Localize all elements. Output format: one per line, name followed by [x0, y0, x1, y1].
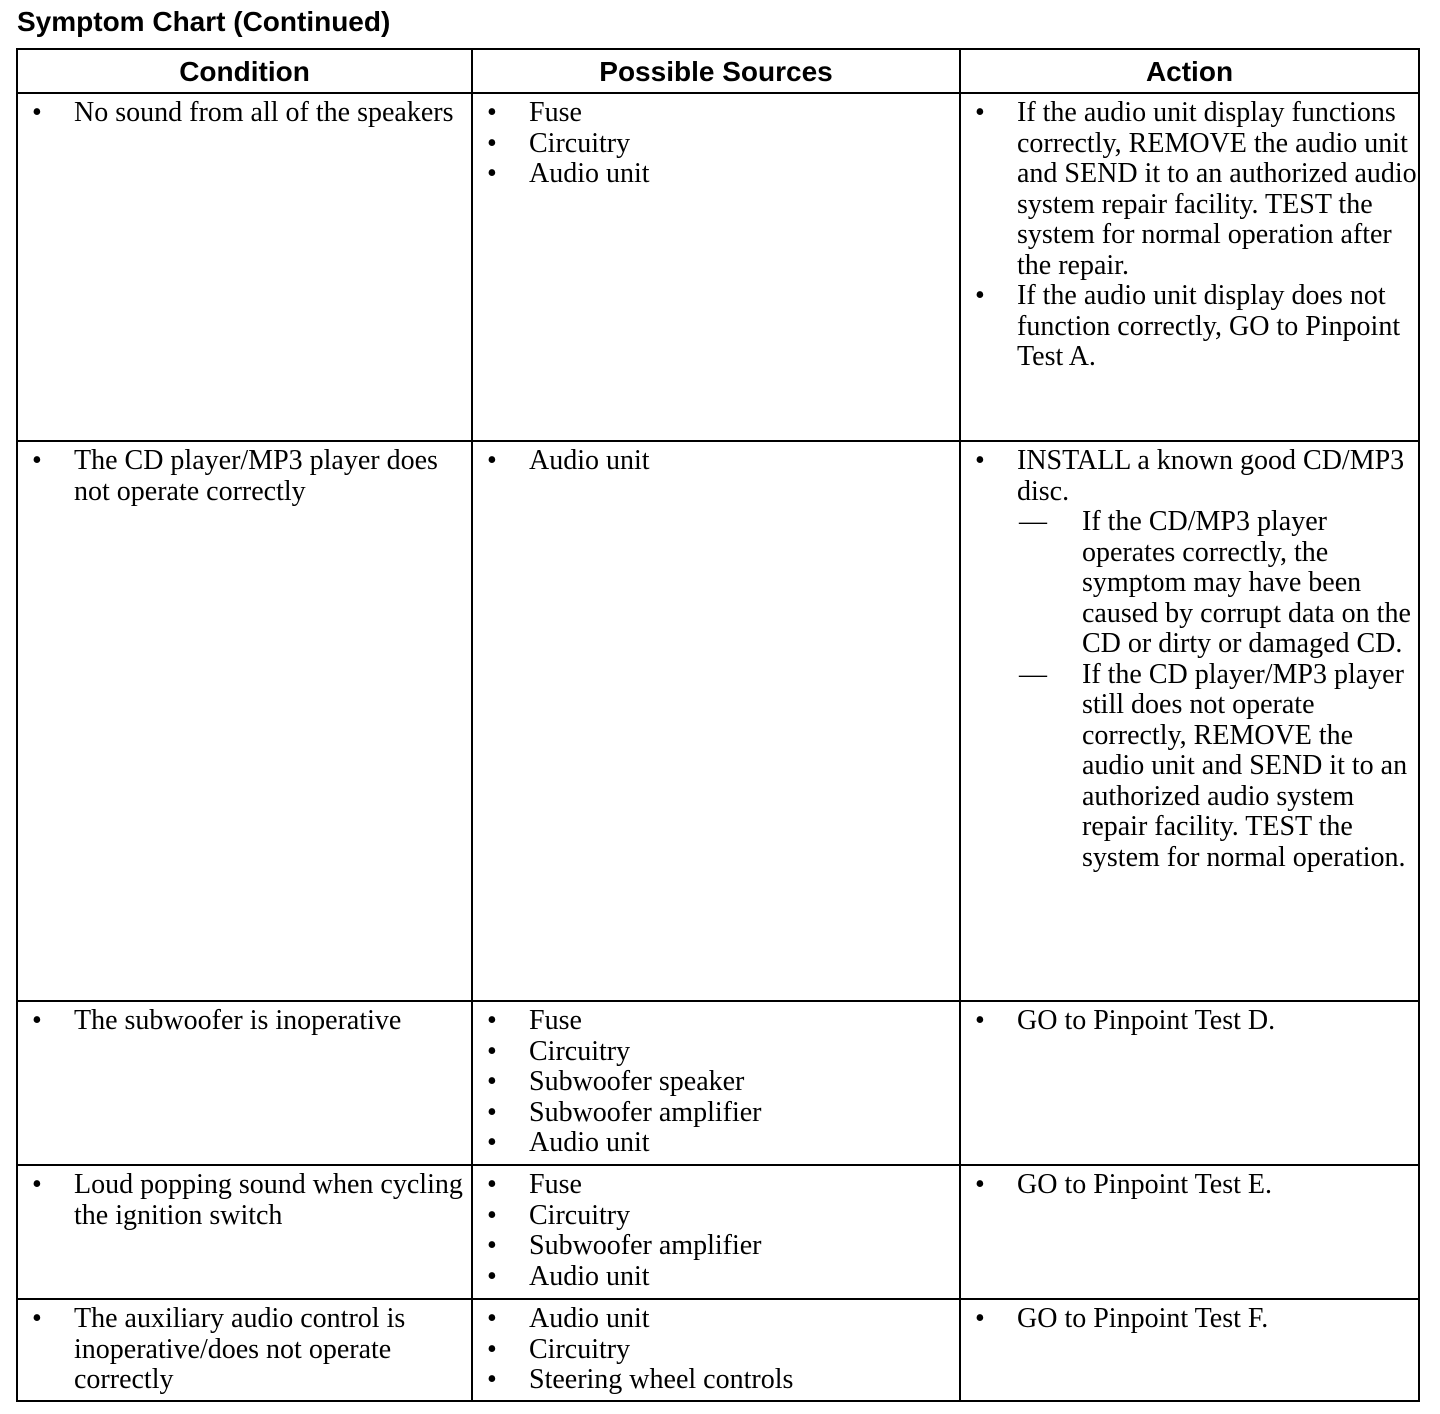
condition-list — [18, 98, 471, 129]
sources-cell — [472, 1165, 960, 1299]
action-list — [961, 1006, 1418, 1037]
condition-cell — [17, 1165, 472, 1299]
sources-cell — [472, 93, 960, 441]
table-row — [17, 93, 1419, 441]
condition-list — [18, 1006, 471, 1037]
header-row — [17, 49, 1419, 93]
sources-list — [473, 1304, 959, 1396]
source-item: • Fuse — [473, 1006, 959, 1037]
action-item: • GO to Pinpoint Test F. — [961, 1304, 1418, 1335]
action-list — [961, 446, 1418, 873]
action-list — [961, 1304, 1418, 1335]
action-cell — [960, 441, 1419, 1001]
source-item: • Subwoofer speaker — [473, 1067, 959, 1098]
action-list — [961, 98, 1418, 373]
action-sub-item: — If the CD player/MP3 player still does not operate correctly, REMOVE the audio unit and SEND it to an authorized audio system repair facility. TEST the system for normal operation. — [1017, 660, 1418, 874]
table-row — [17, 1299, 1419, 1401]
source-item: • Fuse — [473, 98, 959, 129]
action-cell — [960, 93, 1419, 441]
condition-item: • No sound from all of the speakers — [18, 98, 471, 129]
table-row — [17, 1165, 1419, 1299]
action-item: • If the audio unit display functions correctly, REMOVE the audio unit and SEND it to an authorized audio system repair facility. TEST the system for normal operation after the repair. — [961, 98, 1418, 281]
condition-cell — [17, 1001, 472, 1165]
condition-list — [18, 446, 471, 507]
sources-list — [473, 1006, 959, 1159]
sources-list — [473, 1170, 959, 1292]
source-item: • Fuse — [473, 1170, 959, 1201]
source-item: • Audio unit — [473, 446, 959, 477]
action-sub-list — [1017, 507, 1418, 873]
table-row — [17, 441, 1419, 1001]
condition-list — [18, 1170, 471, 1231]
action-item — [961, 446, 1418, 873]
page-title: Symptom Chart (Continued) — [17, 6, 391, 37]
condition-item: • The auxiliary audio control is inoperative/does not operate correctly — [18, 1304, 471, 1396]
action-item-text: INSTALL a known good CD/MP3 disc. — [1017, 445, 1405, 507]
source-item: • Subwoofer amplifier — [473, 1231, 959, 1262]
source-item: • Circuitry — [473, 1201, 959, 1232]
condition-item: • Loud popping sound when cycling the ignition switch — [18, 1170, 471, 1231]
source-item: • Circuitry — [473, 1335, 959, 1366]
source-item: • Audio unit — [473, 1128, 959, 1159]
sources-cell — [472, 1001, 960, 1165]
action-item: • GO to Pinpoint Test D. — [961, 1006, 1418, 1037]
source-item: • Circuitry — [473, 129, 959, 160]
action-item: • GO to Pinpoint Test E. — [961, 1170, 1418, 1201]
column-header-possible-sources: Possible Sources — [472, 49, 960, 93]
sources-cell — [472, 441, 960, 1001]
action-cell — [960, 1001, 1419, 1165]
source-item: • Audio unit — [473, 1262, 959, 1293]
condition-cell — [17, 1299, 472, 1401]
column-header-condition: Condition — [17, 49, 472, 93]
sources-list — [473, 98, 959, 190]
sources-cell — [472, 1299, 960, 1401]
source-item: • Audio unit — [473, 159, 959, 190]
source-item: • Steering wheel controls — [473, 1365, 959, 1396]
source-item: • Circuitry — [473, 1037, 959, 1068]
condition-cell — [17, 93, 472, 441]
source-item: • Subwoofer amplifier — [473, 1098, 959, 1129]
action-sub-item: — If the CD/MP3 player operates correctly, the symptom may have been caused by corrupt data on the CD or dirty or damaged CD. — [1017, 507, 1418, 660]
condition-item: • The CD player/MP3 player does not operate correctly — [18, 446, 471, 507]
column-header-action: Action — [960, 49, 1419, 93]
condition-cell — [17, 441, 472, 1001]
source-item: • Audio unit — [473, 1304, 959, 1335]
symptom-chart-table — [16, 48, 1420, 1402]
action-cell — [960, 1299, 1419, 1401]
action-list — [961, 1170, 1418, 1201]
action-item: • If the audio unit display does not function correctly, GO to Pinpoint Test A. — [961, 281, 1418, 373]
action-cell — [960, 1165, 1419, 1299]
sources-list — [473, 446, 959, 477]
table-row — [17, 1001, 1419, 1165]
condition-list — [18, 1304, 471, 1396]
condition-item: • The subwoofer is inoperative — [18, 1006, 471, 1037]
